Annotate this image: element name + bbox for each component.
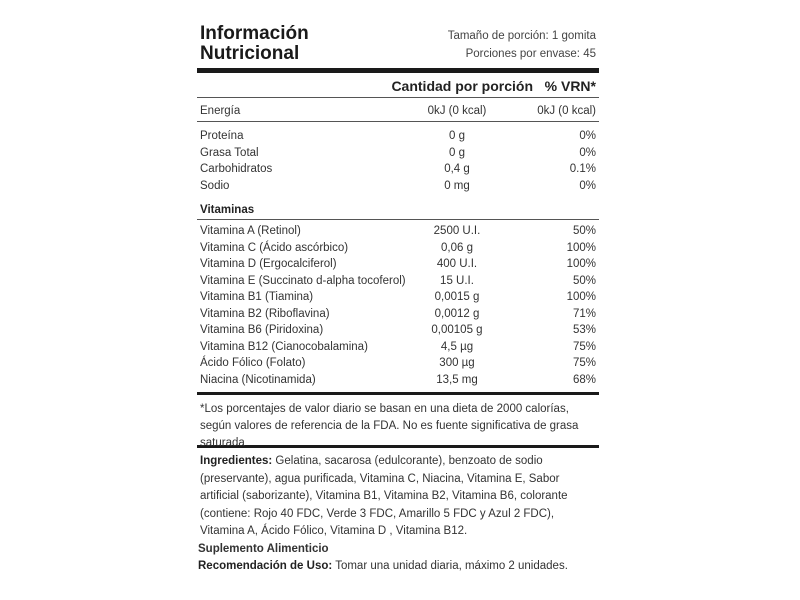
nutrient-name: Vitamina A (Retinol) bbox=[200, 225, 301, 237]
table-row bbox=[197, 355, 599, 372]
table-row bbox=[197, 178, 599, 195]
nutrient-name: Sodio bbox=[200, 179, 230, 192]
nutrient-amount: 300 µg bbox=[439, 357, 475, 369]
table-row bbox=[197, 372, 599, 389]
nutrient-vrn: 50% bbox=[572, 274, 596, 287]
nutrient-name: Ácido Fólico (Folato) bbox=[200, 357, 306, 369]
nutrient-vrn: 53% bbox=[572, 324, 596, 336]
nutrient-vrn: 50% bbox=[572, 225, 596, 237]
vrn-column-heading: % VRN* bbox=[544, 78, 596, 94]
nutrient-vrn: 0% bbox=[579, 130, 596, 142]
nutrient-name: Vitamina B1 (Tiamina) bbox=[200, 291, 314, 303]
nutrient-vrn: 0% bbox=[579, 146, 596, 159]
column-header bbox=[197, 73, 599, 98]
nutrient-name: Energía bbox=[200, 105, 241, 117]
nutrient-name: Vitamina E (Succinato d-alpha tocoferol) bbox=[200, 274, 406, 287]
nutrient-name: Grasa Total bbox=[200, 146, 259, 159]
table-row bbox=[197, 240, 599, 257]
nutrient-amount: 2500 U.I. bbox=[433, 225, 481, 237]
nutrient-amount: 0 mg bbox=[444, 179, 470, 192]
footnote: *Los porcentajes de valor diario se basan en una dieta de 2000 calorías, según valores de referencia de la FDA. No es fuente significativa de grasa saturada bbox=[200, 403, 579, 449]
table-row bbox=[197, 339, 599, 356]
title-line-1: Información bbox=[200, 23, 309, 44]
nutrient-amount: 0,4 g bbox=[444, 163, 470, 175]
energy-row bbox=[197, 101, 599, 121]
table-row bbox=[197, 273, 599, 290]
nutrient-amount: 15 U.I. bbox=[440, 274, 474, 287]
nutrient-vrn: 0.1% bbox=[569, 163, 596, 175]
table-row bbox=[197, 256, 599, 273]
nutrient-name: Vitamina D (Ergocalciferol) bbox=[200, 258, 337, 270]
nutrient-amount: 0,06 g bbox=[441, 241, 473, 254]
label-title bbox=[200, 24, 309, 64]
nutrient-name: Vitamina B6 (Piridoxina) bbox=[200, 324, 324, 336]
nutrient-amount: 4,5 µg bbox=[440, 340, 474, 353]
nutrient-name: Vitamina B2 (Riboflavina) bbox=[200, 307, 330, 320]
nutrient-vrn: 75% bbox=[572, 340, 596, 353]
supplement-label: Suplemento Alimenticio bbox=[198, 542, 329, 555]
table-row bbox=[197, 289, 599, 306]
nutrient-vrn: 100% bbox=[566, 258, 596, 270]
table-row bbox=[197, 145, 599, 162]
nutrient-vrn: 75% bbox=[572, 357, 596, 369]
macros-list bbox=[197, 128, 599, 194]
recommendation-text: Tomar una unidad diaria, máximo 2 unidades. bbox=[335, 559, 568, 572]
recommendation-label: Recomendación de Uso: bbox=[198, 559, 333, 572]
table-row bbox=[197, 128, 599, 145]
nutrient-amount: 0,0015 g bbox=[434, 291, 480, 303]
nutrient-vrn: 0kJ (0 kcal) bbox=[537, 105, 596, 117]
nutrient-amount: 0kJ (0 kcal) bbox=[427, 105, 487, 117]
nutrient-vrn: 0% bbox=[579, 179, 596, 192]
nutrient-amount: 0,00105 g bbox=[431, 324, 483, 336]
table-row bbox=[197, 223, 599, 240]
nutrient-name: Proteína bbox=[200, 130, 244, 142]
label-header bbox=[197, 22, 599, 68]
table-row bbox=[197, 306, 599, 323]
amount-column-heading: Cantidad por porción bbox=[391, 78, 533, 94]
divider bbox=[197, 121, 599, 122]
nutrition-label bbox=[197, 22, 599, 575]
nutrient-amount: 400 U.I. bbox=[436, 258, 478, 270]
nutrient-name: Vitamina B12 (Cianocobalamina) bbox=[200, 340, 368, 353]
nutrient-name: Niacina (Nicotinamida) bbox=[200, 373, 316, 386]
table-row bbox=[197, 161, 599, 178]
serving-info bbox=[448, 27, 596, 63]
nutrient-name: Carbohidratos bbox=[200, 163, 273, 175]
table-row bbox=[197, 322, 599, 339]
vitamins-heading: Vitaminas bbox=[200, 204, 255, 216]
nutrient-amount: 0 g bbox=[449, 130, 465, 142]
nutrient-amount: 13,5 mg bbox=[436, 373, 478, 386]
nutrient-vrn: 71% bbox=[572, 307, 596, 320]
serving-size: Tamaño de porción: 1 gomita bbox=[447, 30, 596, 42]
ingredients bbox=[197, 448, 599, 541]
nutrient-amount: 0,0012 g bbox=[434, 307, 480, 320]
nutrient-vrn: 100% bbox=[566, 291, 596, 303]
ingredients-label: Ingredientes: bbox=[200, 455, 273, 467]
title-line-2: Nutricional bbox=[200, 43, 300, 64]
servings-per-container: Porciones por envase: 45 bbox=[465, 48, 596, 60]
nutrient-amount: 0 g bbox=[449, 146, 465, 159]
nutrient-name: Vitamina C (Ácido ascórbico) bbox=[200, 241, 349, 254]
ingredients-text: Gelatina, sacarosa (edulcorante), benzoato de sodio (preservante), agua purificada, Vitamina C, Niacina, Vitamina E, Sabor artificial (saborizante), Vitamina B1, Vitamina B2, Vitamina B6, colorante (contiene: Rojo 40 FDC, Verde 3 FDC, Amarillo 5 FDC y Azul 2 FDC), Vitamina A, Ácido Fólico, Vitamina D , Vitamina B12. bbox=[200, 455, 568, 537]
divider bbox=[197, 219, 599, 220]
nutrient-vrn: 100% bbox=[566, 241, 596, 254]
recommendation bbox=[197, 558, 599, 575]
vitamins-list bbox=[197, 223, 599, 388]
nutrient-vrn: 68% bbox=[572, 373, 596, 386]
